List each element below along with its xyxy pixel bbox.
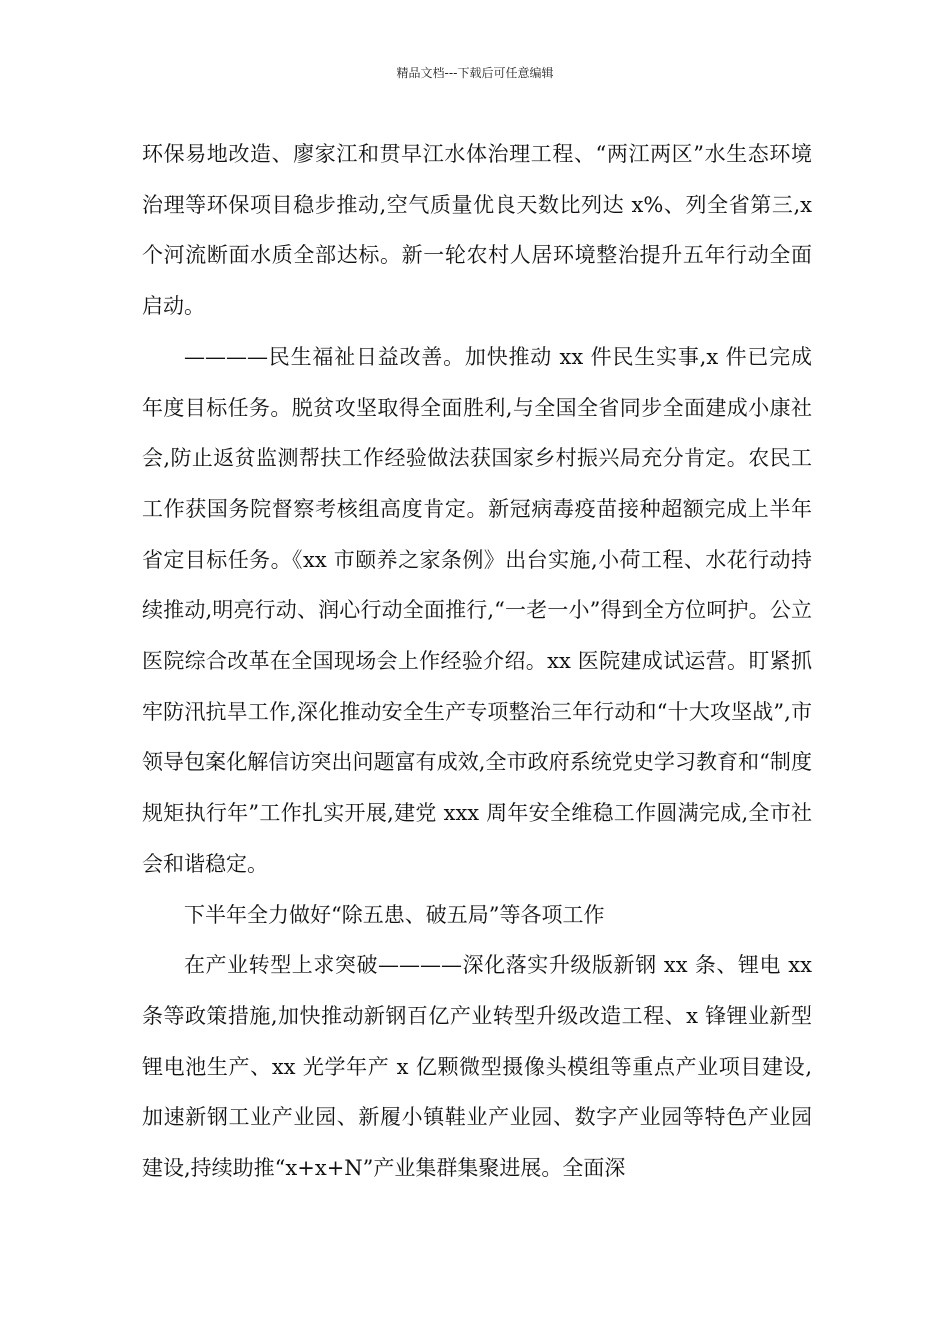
page-header: 精品文档---下载后可任意编辑 — [396, 66, 554, 80]
paragraph-industry-transformation: 在产业转型上求突破————深化落实升级版新钢 xx 条、锂电 xx 条等政策措施,加快推动新钢百亿产业转型升级改造工程、x 锋锂业新型锂电池生产、xx 光学年产 x 亿颗微型摄像头模组等重点产业项目建设,加速新钢工业产业园、新履小镇鞋业产业园、数字产业园等特色产业园建设,持续助推“x+x+N”产业集群集聚进展。全面深 — [142, 953, 812, 1181]
paragraph-livelihood: ————民生福祉日益改善。加快推动 xx 件民生实事,x 件已完成年度目标任务。脱贫攻坚取得全面胜利,与全国全省同步全面建成小康社会,防止返贫监测帮扶工作经验做法获国家乡村振兴局充分肯定。农民工工作获国务院督察考核组高度肯定。新冠病毒疫苗接种超额完成上半年省定目标任务。《xx 市颐养之家条例》出台实施,小荷工程、水花行动持续推动,明亮行动、润心行动全面推行,“一老一小”得到全方位呵护。公立医院综合改革在全国现场会上作经验介绍。xx 医院建成试运营。盯紧抓牢防汛抗旱工作,深化推动安全生产专项整治三年行动和“十大攻坚战”,市领导包案化解信访突出问题富有成效,全市政府系统党史学习教育和“制度规矩执行年”工作扎实开展,建党 xxx 周年安全维稳工作圆满完成,全市社会和谐稳定。 — [142, 344, 812, 876]
paragraph-second-half-heading: 下半年全力做好“除五患、破五局”等各项工作 — [184, 902, 605, 927]
document-body — [142, 129, 812, 1194]
paragraph-environment: 环保易地改造、廖家江和贯早江水体治理工程、“两江两区”水生态环境治理等环保项目稳步推动,空气质量优良天数比列达 x%、列全省第三,x 个河流断面水质全部达标。新一轮农村人居环境整治提升五年行动全面启动。 — [142, 142, 812, 319]
